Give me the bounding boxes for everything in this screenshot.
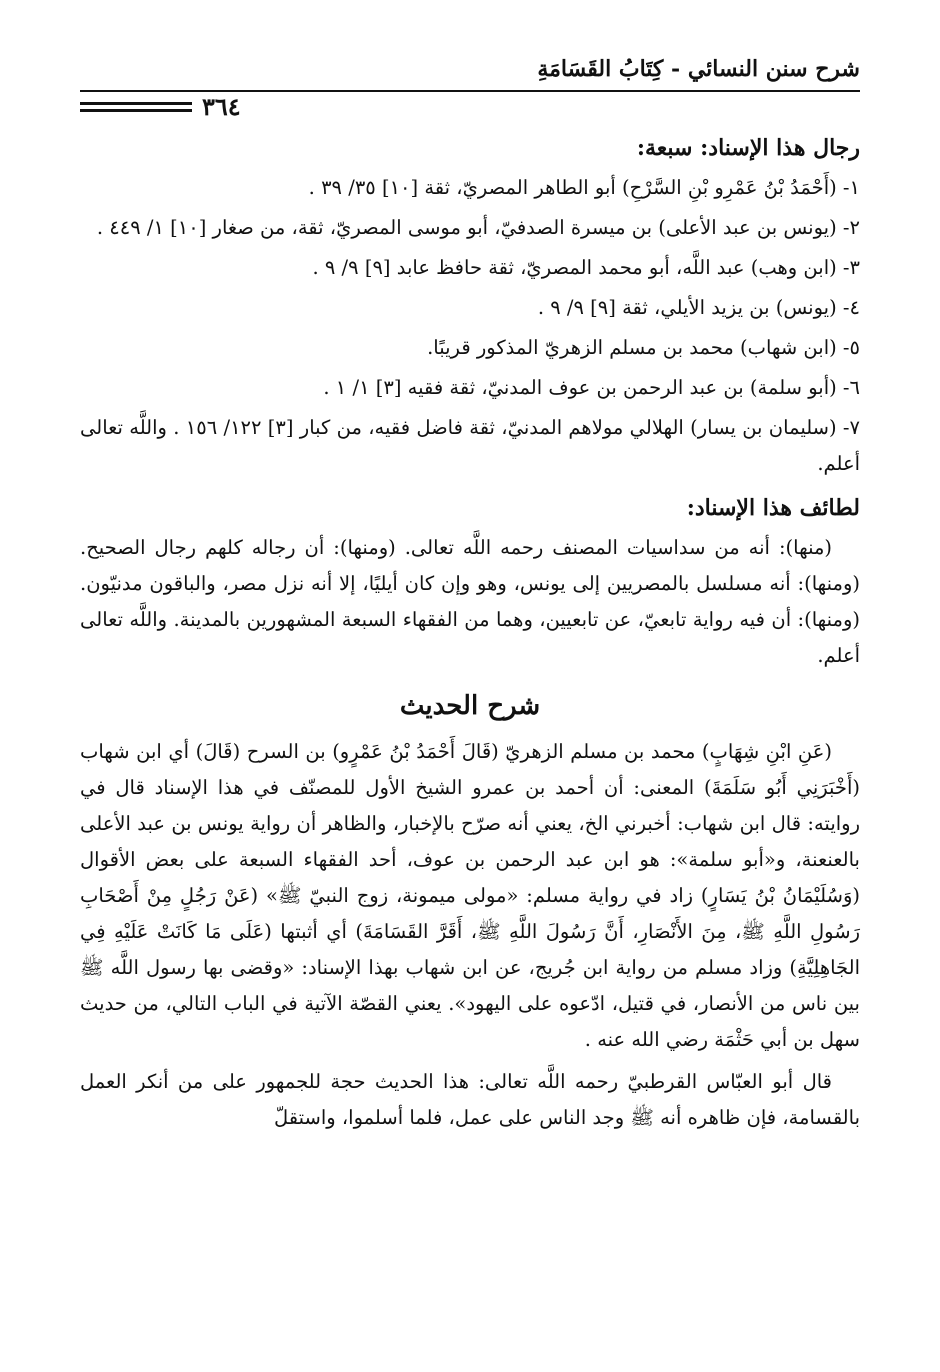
running-title: شرح سنن النسائي - كِتَابُ القَسَامَةِ bbox=[537, 56, 860, 82]
commentary-paragraph-1: (عَنِ ابْنِ شِهَابٍ) محمد بن مسلم الزهريّ (قَالَ أَحْمَدُ بْنُ عَمْرٍو) بن السرح (قَالَ) أي ابن شهاب (أَخْبَرَنِي أَبُو سَلَمَةَ) المعنى: أن أحمد بن عمرو الشيخ الأول للمصنّف في هذا الإسناد قال في روايته: قال ابن شهاب: أخبرني الخ، يعني أنه صرّح بالإخبار، والظاهر أن رواية يونس بن عبد الأعلى بالعنعنة، و«أبو سلمة»: هو ابن عبد الرحمن بن عوف، أحد الفقهاء السبعة على بعض الأقوال (وَسُلَيْمَانُ بْنُ يَسَارٍ) زاد في رواية مسلم: «مولى ميمونة، زوج النبيّ ﷺ» (عَنْ رَجُلٍ مِنْ أَصْحَابِ رَسُولِ اللَّهِ ﷺ، مِنَ الأَنْصَارِ، أَنَّ رَسُولَ اللَّهِ ﷺ، أَقَرَّ القَسَامَةَ) أي أثبتها (عَلَى مَا كَانَتْ عَلَيْهِ فِي الجَاهِلِيَّةِ) وزاد مسلم من رواية ابن جُريج، عن ابن شهاب بهذا الإسناد: «وقضى بها رسول اللَّه ﷺ بين ناس من الأنصار، في قتيل، ادّعوه على اليهود». يعني القصّة الآتية في الباب التالي، من حديث سهل بن أبي حَثْمَة رضي الله عنه . bbox=[80, 740, 860, 1051]
narrator-item-6: ٦- (أبو سلمة) بن عبد الرحمن بن عوف المدنيّ، ثقة فقيه [٣] ١/ ١ . bbox=[323, 376, 860, 399]
narrator-item-7: ٧- (سليمان بن يسار) الهلالي مولاهم المدنيّ، ثقة فاضل فقيه، من كبار [٣] ١٢٢/ ١٥٦ . واللَّه تعالى أعلم. bbox=[80, 416, 860, 475]
page-number-rule-upper bbox=[80, 102, 192, 105]
narrator-item-5: ٥- (ابن شهاب) محمد بن مسلم الزهريّ المذكور قريبًا. bbox=[427, 336, 860, 359]
narrators-heading: رجال هذا الإسناد: سبعة: bbox=[636, 135, 860, 161]
narrator-item-1: ١- (أَحْمَدُ بْنُ عَمْرِو بْنِ السَّرْحِ) أبو الطاهر المصريّ، ثقة [١٠] ٣٥/ ٣٩ . bbox=[308, 176, 860, 199]
page-number: ٣٦٤ bbox=[202, 92, 241, 121]
subtleties-heading: لطائف هذا الإسناد: bbox=[686, 495, 860, 521]
subtleties-paragraph: (منها): أنه من سداسيات المصنف رحمه اللَّه تعالى. (ومنها): أن رجاله كلهم رجال الصحيح. (ومنها): أنه مسلسل بالمصريين إلى يونس، وهو وإن كان أيليًا، إلا أنه نزل مصر، والباقون مدنيّون. (ومنها): أن فيه رواية تابعيّ، عن تابعيين، وهما من الفقهاء السبعة المشهورين بالمدينة. واللَّه تعالى أعلم. bbox=[80, 536, 860, 667]
narrator-item-4: ٤- (يونس) بن يزيد الأيلي، ثقة [٩] ٩/ ٩ . bbox=[537, 296, 860, 319]
header-rule bbox=[80, 90, 860, 92]
commentary-title: شرح الحديث bbox=[399, 691, 541, 721]
commentary-paragraph-2: قال أبو العبّاس القرطبيّ رحمه اللَّه تعالى: هذا الحديث حجة للجمهور على من أنكر العمل بالقسامة، فإن ظاهره أنه ﷺ وجد الناس على عمل، فلما أسلموا، واستقلّ bbox=[80, 1070, 860, 1129]
narrator-item-2: ٢- (يونس بن عبد الأعلى) بن ميسرة الصدفيّ، أبو موسى المصريّ، ثقة، من صغار [١٠] ١/ ٤٤٩ . bbox=[96, 216, 860, 239]
page-body bbox=[80, 126, 860, 1142]
narrator-item-3: ٣- (ابن وهب) عبد اللَّه، أبو محمد المصريّ، ثقة حافظ عابد [٩] ٩/ ٩ . bbox=[312, 256, 860, 279]
page-number-rule-lower bbox=[80, 109, 192, 112]
book-page bbox=[80, 56, 860, 1352]
